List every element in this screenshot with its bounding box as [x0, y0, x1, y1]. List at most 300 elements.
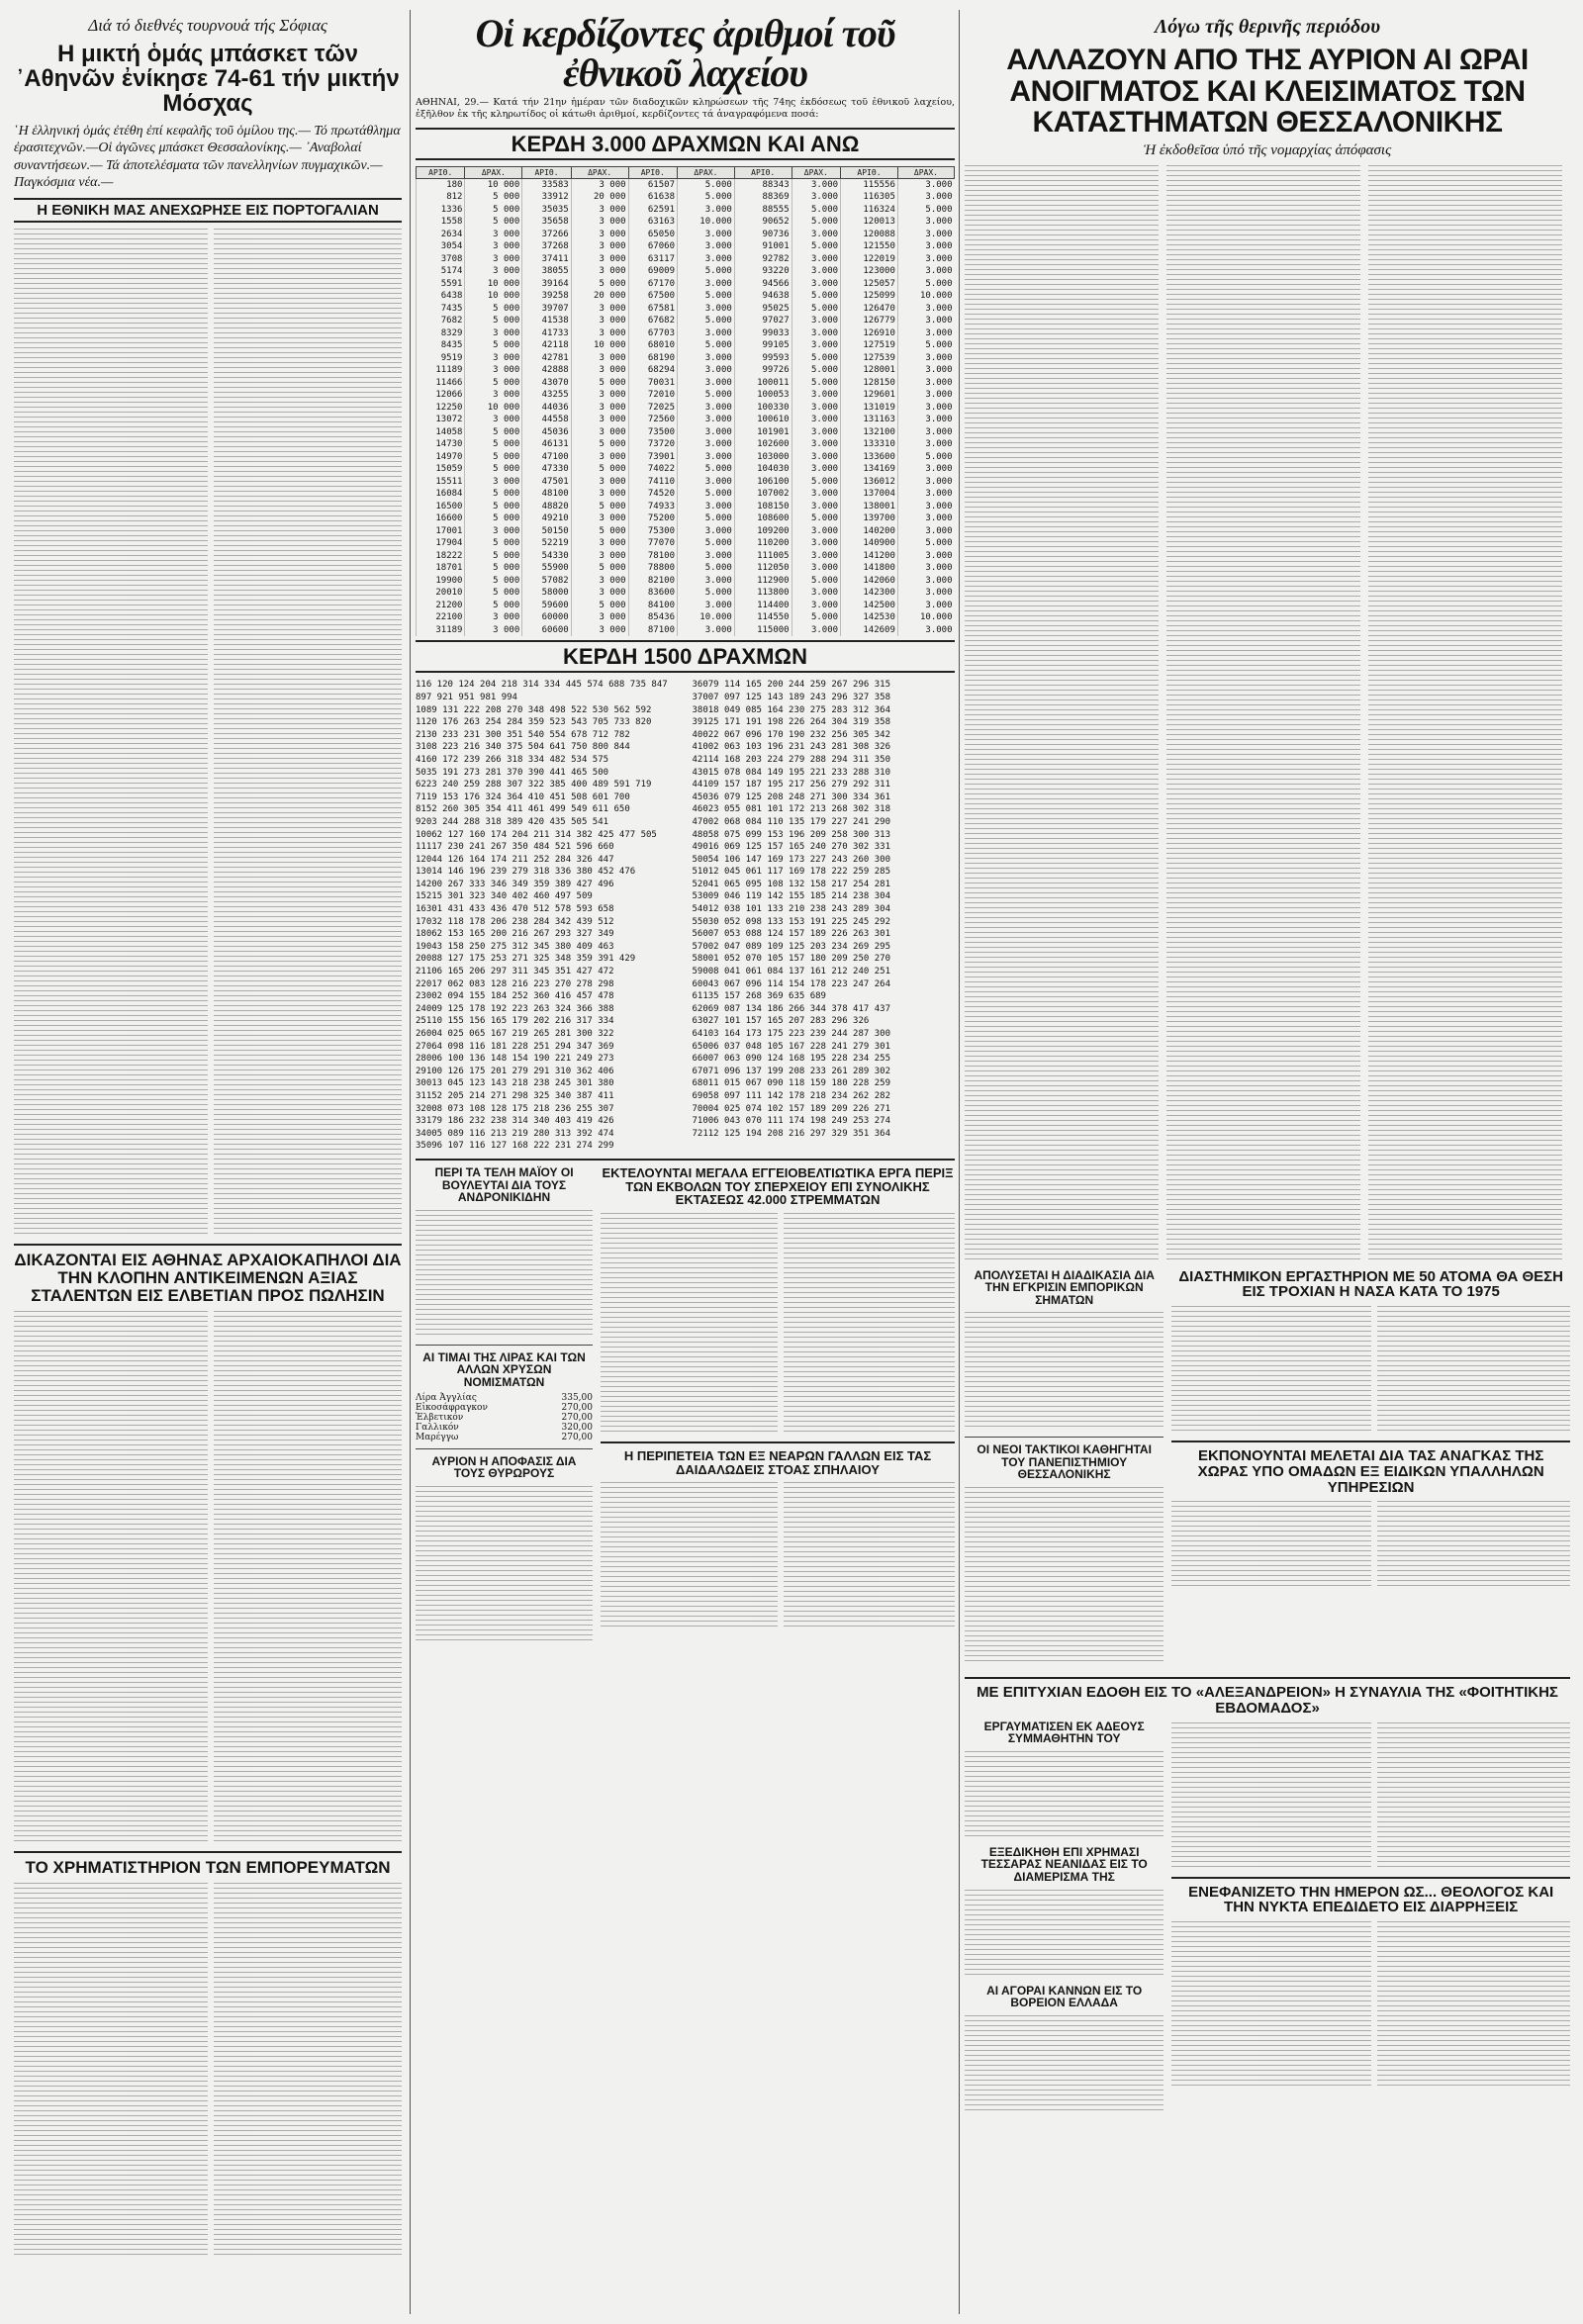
- lottery-cell: 3.000: [792, 587, 840, 600]
- lottery-row: [417, 278, 955, 291]
- lottery-row: [417, 339, 955, 352]
- lottery-cell: 10 000: [465, 290, 522, 303]
- lottery-cell: 16500: [417, 501, 465, 513]
- lottery-cell: 60000: [522, 611, 571, 624]
- lottery-cell: 47100: [522, 451, 571, 464]
- lottery-list-line: 53009 046 119 142 155 185 214 238 304: [692, 891, 890, 902]
- lottery-cell: 10.000: [897, 290, 954, 303]
- lottery-row: [417, 389, 955, 402]
- lottery-cell: 133600: [841, 451, 898, 464]
- lottery-list-line: 25110 155 156 165 179 202 216 317 334: [416, 1016, 614, 1027]
- lottery-cell: 3.000: [897, 512, 954, 525]
- spercheios-headline: ΕΚΤΕΛΟΥΝΤΑΙ ΜΕΓΑΛΑ ΕΓΓΕΙΟΒΕΛΤΙΩΤΙΚΑ ΕΡΓΑ ΠΕΡΙΞ ΤΩΝ ΕΚΒΟΛΩΝ ΤΟΥ ΣΠΕΡΧΕΙΟΥ ΕΠΙ ΣΥΝΟΛΙΚΗΣ ΕΚΤΑΣΕΩΣ 42.000 ΣΤΡΕΜΜΑΤΩΝ: [602, 1164, 954, 1208]
- lottery-cell: 9519: [417, 352, 465, 365]
- lottery-cell: 5 000: [465, 451, 522, 464]
- lottery-cell: 74933: [628, 501, 677, 513]
- lottery-cell: 95025: [734, 303, 792, 316]
- lottery-cell: 3.000: [897, 389, 954, 402]
- nasa-headline: ΔΙΑΣΤΗΜΙΚΟΝ ΕΡΓΑΣΤΗΡΙΟΝ ΜΕ 50 ΑΤΟΜΑ ΘΑ ΘΕΣΗ ΕΙΣ ΤΡΟΧΙΑΝ Η ΝΑΣΑ ΚΑΤΑ ΤΟ 1975: [1178, 1267, 1564, 1301]
- lottery-cell: 97027: [734, 315, 792, 327]
- lottery-cell: 17001: [417, 525, 465, 538]
- lottery-cell: 62591: [628, 204, 677, 217]
- lottery-list-line: 54012 038 101 133 210 238 243 289 304: [692, 904, 890, 915]
- lottery-col-header: ΔΡΑΧ.: [571, 166, 628, 178]
- lottery-cell: 3 000: [571, 587, 628, 600]
- lottery-cell: 12250: [417, 402, 465, 415]
- lottery-cell: 3.000: [897, 315, 954, 327]
- lottery-cell: 142530: [841, 611, 898, 624]
- lottery-cell: 94566: [734, 278, 792, 291]
- lottery-cell: 63117: [628, 253, 677, 266]
- lottery-cell: 3 000: [465, 265, 522, 278]
- lottery-list-line: 52041 065 095 108 132 158 217 254 281: [692, 879, 890, 889]
- lottery-list-line: 66007 063 090 124 168 195 228 234 255: [692, 1054, 890, 1065]
- gold-price-row: [416, 1413, 593, 1423]
- shop-hours-article-body: [965, 165, 1570, 1263]
- lottery-list-line: 11117 230 241 267 350 484 521 596 660: [416, 842, 614, 853]
- lottery-row: [417, 414, 955, 426]
- lottery-cell: 10.000: [677, 216, 734, 229]
- lottery-cell: 31189: [417, 624, 465, 637]
- lottery-cell: 3.000: [897, 426, 954, 439]
- lottery-cell: 3.000: [792, 339, 840, 352]
- lottery-cell: 88369: [734, 191, 792, 204]
- lottery-cell: 48100: [522, 488, 571, 501]
- lottery-cell: 8435: [417, 339, 465, 352]
- shop-hours-subhead: Ἡ ἐκδοθεῖσα ὑπό τῆς νομαρχίας ἀπόφασις: [1143, 141, 1392, 158]
- lottery-cell: 3.000: [677, 501, 734, 513]
- middle-column: [416, 11, 955, 1650]
- lottery-cell: 103000: [734, 451, 792, 464]
- lottery-cell: 21200: [417, 600, 465, 612]
- lottery-cell: 5 000: [571, 377, 628, 390]
- lottery-list-line: 60043 067 096 114 154 178 223 247 264: [692, 978, 890, 989]
- lottery-list-line: 65006 037 048 105 167 228 241 279 301: [692, 1041, 890, 1052]
- lottery-cell: 20 000: [571, 191, 628, 204]
- lottery-row: [417, 562, 955, 575]
- lottery-cell: 42888: [522, 364, 571, 377]
- lottery-cell: 33912: [522, 191, 571, 204]
- lottery-cell: 137004: [841, 488, 898, 501]
- lottery-cell: 5.000: [897, 339, 954, 352]
- lottery-cell: 125057: [841, 278, 898, 291]
- lottery-cell: 3.000: [677, 414, 734, 426]
- lottery-cell: 142500: [841, 600, 898, 612]
- lottery-cell: 57082: [522, 575, 571, 588]
- lottery-cell: 68010: [628, 339, 677, 352]
- lottery-cell: 3.000: [897, 240, 954, 253]
- lottery-cell: 111005: [734, 550, 792, 563]
- lottery-list-line: 33179 186 232 238 314 340 403 419 426: [416, 1116, 614, 1127]
- lottery-list-line: 41002 063 103 196 231 243 281 308 326: [692, 742, 890, 753]
- lottery-cell: 3.000: [677, 575, 734, 588]
- lottery-cell: 55900: [522, 562, 571, 575]
- cave-article-body: [601, 1482, 955, 1630]
- lottery-cell: 5.000: [792, 303, 840, 316]
- lottery-list-line: 40022 067 096 170 190 232 256 305 342: [692, 729, 890, 740]
- antiquities-article-body: [14, 1311, 402, 1845]
- lottery-cell: 3 000: [571, 512, 628, 525]
- lottery-cell: 3.000: [677, 229, 734, 241]
- lottery-cell: 93220: [734, 265, 792, 278]
- lottery-list-line: 68011 015 067 090 118 159 180 228 259: [692, 1078, 890, 1089]
- theologian-headline: ΕΝΕΦΑΝΙΖΕΤΟ ΤΗΝ ΗΜΕΡΟΝ ΩΣ... ΘΕΟΛΟΓΟΣ ΚΑΙ ΤΗΝ ΝΥΚΤΑ ΕΠΕΔΙΔΕΤΟ ΕΙΣ ΔΙΑΡΡΗΞΕΙΣ: [1188, 1883, 1554, 1916]
- lottery-cell: 100330: [734, 402, 792, 415]
- lottery-cell: 3 000: [571, 451, 628, 464]
- lottery-cell: 3 000: [571, 488, 628, 501]
- lottery-list-line: 9203 244 288 318 389 420 435 505 541: [416, 816, 609, 827]
- lottery-list-line: 49016 069 125 157 165 240 270 302 331: [692, 842, 890, 853]
- lottery-cell: 3.000: [897, 253, 954, 266]
- lottery-cell: 16084: [417, 488, 465, 501]
- lottery-row: [417, 550, 955, 563]
- lottery-cell: 141200: [841, 550, 898, 563]
- lottery-list-line: 34005 089 116 213 219 280 313 392 474: [416, 1128, 614, 1139]
- lottery-cell: 94638: [734, 290, 792, 303]
- lottery-cell: 5.000: [677, 488, 734, 501]
- lottery-cell: 3 000: [571, 216, 628, 229]
- lottery-cell: 108600: [734, 512, 792, 525]
- lottery-cell: 5 000: [465, 562, 522, 575]
- lottery-list-line: 69058 097 111 142 178 218 234 262 282: [692, 1090, 890, 1101]
- lottery-cell: 99105: [734, 339, 792, 352]
- lottery-cell: 52219: [522, 537, 571, 550]
- coin-price: 270,00: [561, 1432, 593, 1442]
- lottery-cell: 18222: [417, 550, 465, 563]
- lottery-cell: 5 000: [571, 501, 628, 513]
- lottery-cell: 3 000: [571, 327, 628, 340]
- lottery-col-header: ΑΡΙΘ.: [841, 166, 898, 178]
- lottery-cell: 3.000: [897, 600, 954, 612]
- lottery-cell: 133310: [841, 438, 898, 451]
- lottery-cell: 3.000: [792, 414, 840, 426]
- lottery-cell: 78800: [628, 562, 677, 575]
- lottery-list-line: 8152 260 305 354 411 461 499 549 611 650: [416, 804, 630, 815]
- lottery-cell: 3.000: [677, 278, 734, 291]
- lottery-cell: 3.000: [897, 191, 954, 204]
- lottery-cell: 100011: [734, 377, 792, 390]
- lottery-cell: 75300: [628, 525, 677, 538]
- lottery-cell: 5 000: [571, 562, 628, 575]
- hours-kicker: Λόγω τῆς θερινῆς περιόδου: [1154, 16, 1381, 38]
- lottery-cell: 46131: [522, 438, 571, 451]
- lottery-row: [417, 402, 955, 415]
- lottery-cell: 84100: [628, 600, 677, 612]
- lottery-cell: 5.000: [677, 290, 734, 303]
- lottery-cell: 41538: [522, 315, 571, 327]
- lottery-list-line: 61135 157 268 369 635 689: [692, 991, 826, 1002]
- lottery-cell: 78100: [628, 550, 677, 563]
- lottery-list-line: 50054 106 147 169 173 227 243 260 300: [692, 854, 890, 865]
- lottery-cell: 139700: [841, 512, 898, 525]
- lottery-cell: 5 000: [571, 600, 628, 612]
- lottery-col-header: ΑΡΙΘ.: [734, 166, 792, 178]
- lottery-cell: 3 000: [571, 265, 628, 278]
- lottery-col-header: ΔΡΑΧ.: [897, 166, 954, 178]
- lottery-row: [417, 476, 955, 489]
- lottery-cell: 123000: [841, 265, 898, 278]
- gold-prices-headline: ΑΙ ΤΙΜΑΙ ΤΗΣ ΛΙΡΑΣ ΚΑΙ ΤΩΝ ΑΛΛΩΝ ΧΡΥΣΩΝ ΝΟΜΙΣΜΑΤΩΝ: [422, 1349, 586, 1389]
- lottery-cell: 22100: [417, 611, 465, 624]
- lottery-cell: 3.000: [897, 501, 954, 513]
- lottery-cell: 58000: [522, 587, 571, 600]
- lottery-cell: 74022: [628, 463, 677, 476]
- lottery-list-line: 42114 168 203 224 279 288 294 311 350: [692, 754, 890, 765]
- lottery-cell: 99593: [734, 352, 792, 365]
- lottery-row: [417, 265, 955, 278]
- trademarks-headline: ΑΠΟΛΥΣΕΤΑΙ Η ΔΙΑΔΙΚΑΣΙΑ ΔΙΑ ΤΗΝ ΕΓΚΡΙΣΙΝ ΕΜΠΟΡΙΚΩΝ ΣΗΜΑΤΩΝ: [974, 1267, 1155, 1307]
- lottery-cell: 3.000: [897, 364, 954, 377]
- lottery-cell: 5.000: [677, 265, 734, 278]
- lottery-row: [417, 587, 955, 600]
- doormen-article-body: [416, 1486, 593, 1644]
- lottery-cell: 12066: [417, 389, 465, 402]
- coin-price: 320,00: [561, 1422, 593, 1433]
- lottery-cell: 63163: [628, 216, 677, 229]
- lottery-cell: 3.000: [897, 303, 954, 316]
- lottery-row: [417, 463, 955, 476]
- lottery-cell: 37411: [522, 253, 571, 266]
- lottery-list-line: 44109 157 187 195 217 256 279 292 311: [692, 780, 890, 790]
- cave-headline: Η ΠΕΡΙΠΕΤΕΙΑ ΤΩΝ ΕΞ ΝΕΑΡΩΝ ΓΑΛΛΩΝ ΕΙΣ ΤΑΣ ΔΑΙΔΑΛΩΔΕΙΣ ΣΤΟΑΣ ΣΠΗΛΑΙΟΥ: [623, 1447, 932, 1477]
- gold-price-row: [416, 1433, 593, 1442]
- lottery-cell: 3.000: [792, 562, 840, 575]
- lottery-row: [417, 575, 955, 588]
- lottery-cell: 3 000: [571, 624, 628, 637]
- lottery-cell: 3.000: [792, 389, 840, 402]
- lottery-cell: 10.000: [677, 611, 734, 624]
- lottery-cell: 5.000: [677, 562, 734, 575]
- lottery-table-title: ΚΕΡΔΗ 3.000 ΔΡΑΧΜΩΝ ΚΑΙ ΑΝΩ: [511, 131, 860, 156]
- lottery-cell: 114400: [734, 600, 792, 612]
- lottery-cell: 5.000: [897, 537, 954, 550]
- lottery-cell: 3 000: [571, 178, 628, 191]
- lottery-cell: 3.000: [897, 229, 954, 241]
- lottery-list-line: 12044 126 164 174 211 252 284 326 447: [416, 854, 614, 865]
- lottery-list-line: 24009 125 178 192 223 263 324 366 388: [416, 1003, 614, 1014]
- lottery-row: [417, 290, 955, 303]
- lottery-cell: 5.000: [792, 512, 840, 525]
- commodities-headline: ΤΟ ΧΡΗΜΑΤΙΣΤΗΡΙΟΝ ΤΩΝ ΕΜΠΟΡΕΥΜΑΤΩΝ: [25, 1857, 391, 1877]
- lottery-cell: 73500: [628, 426, 677, 439]
- lottery-cell: 16600: [417, 512, 465, 525]
- lottery-cell: 3.000: [897, 562, 954, 575]
- lottery-cell: 3 000: [465, 352, 522, 365]
- lottery-cell: 132100: [841, 426, 898, 439]
- lottery-cell: 5 000: [571, 438, 628, 451]
- lottery-list-line: 31152 205 214 271 298 325 340 387 411: [416, 1090, 614, 1101]
- lottery-cell: 73901: [628, 451, 677, 464]
- lottery-cell: 5 000: [465, 600, 522, 612]
- lottery-cell: 3.000: [897, 476, 954, 489]
- lottery-cell: 92782: [734, 253, 792, 266]
- lottery-cell: 3.000: [677, 600, 734, 612]
- lottery-cell: 112050: [734, 562, 792, 575]
- coin-name: Ἐλβετικόν: [416, 1412, 464, 1423]
- lottery-list-line: 32008 073 108 128 175 218 236 255 307: [416, 1103, 614, 1114]
- lottery-cell: 3.000: [677, 204, 734, 217]
- lottery-cell: 11466: [417, 377, 465, 390]
- lottery-cell: 41733: [522, 327, 571, 340]
- lottery-cell: 5.000: [792, 216, 840, 229]
- lottery-cell: 3 000: [465, 253, 522, 266]
- lottery-list-line: 72112 125 194 208 216 297 329 351 364: [692, 1128, 890, 1139]
- lottery-cell: 47501: [522, 476, 571, 489]
- lottery-cell: 3.000: [897, 624, 954, 637]
- lottery-row: [417, 253, 955, 266]
- lottery-cell: 128150: [841, 377, 898, 390]
- lottery-cell: 69009: [628, 265, 677, 278]
- column-rule: [959, 10, 960, 2314]
- lottery-cell: 5 000: [465, 587, 522, 600]
- lottery-cell: 3.000: [792, 178, 840, 191]
- lottery-cell: 17904: [417, 537, 465, 550]
- lottery-cell: 3.000: [792, 402, 840, 415]
- lottery-list-line: 897 921 951 981 994: [416, 692, 517, 702]
- lottery-cell: 5.000: [792, 364, 840, 377]
- lottery-cell: 88555: [734, 204, 792, 217]
- lottery-cell: 5.000: [792, 575, 840, 588]
- lottery-list-line: 26004 025 065 167 219 265 281 300 322: [416, 1029, 614, 1039]
- lottery-cell: 3.000: [792, 229, 840, 241]
- injury-headline: ΕΡΓΑΥΜΑΤΙΣΕΝ ΕΚ ΑΔΕΟΥΣ ΣΥΜΜΑΘΗΤΗΝ ΤΟΥ: [983, 1719, 1145, 1746]
- lottery-cell: 5 000: [465, 512, 522, 525]
- lottery-cell: 5.000: [897, 451, 954, 464]
- lottery-cell: 73720: [628, 438, 677, 451]
- lottery-cell: 3 000: [571, 402, 628, 415]
- lottery-cell: 3.000: [677, 476, 734, 489]
- lottery-cell: 131019: [841, 402, 898, 415]
- lottery-cell: 3 000: [571, 476, 628, 489]
- lottery-cell: 3.000: [792, 624, 840, 637]
- lottery-cell: 3.000: [792, 426, 840, 439]
- lottery-cell: 3.000: [792, 537, 840, 550]
- lottery-cell: 3708: [417, 253, 465, 266]
- lottery-cell: 3.000: [897, 438, 954, 451]
- lottery-col-header: ΑΡΙΘ.: [522, 166, 571, 178]
- lottery-cell: 5.000: [677, 512, 734, 525]
- lottery-row: [417, 377, 955, 390]
- lottery-cell: 3054: [417, 240, 465, 253]
- professors-article-body: [965, 1487, 1164, 1665]
- lottery-cell: 3 000: [571, 253, 628, 266]
- lottery-cell: 14970: [417, 451, 465, 464]
- lottery-cell: 70031: [628, 377, 677, 390]
- lottery-cell: 39707: [522, 303, 571, 316]
- lottery-cell: 5 000: [465, 537, 522, 550]
- lottery-cell: 128001: [841, 364, 898, 377]
- lottery-cell: 5 000: [465, 204, 522, 217]
- lottery-cell: 3 000: [571, 426, 628, 439]
- lottery-cell: 812: [417, 191, 465, 204]
- basketball-dek: ῾Η ἑλληνική ὁμάς ἐτέθη ἐπί κεφαλῆς τοῦ ὁμίλου της.— Τό πρωτάθλημα ἐρασιτεχνῶν.—Οἱ ἀγῶνες μπάσκετ Θεσσαλονίκης.— ᾽Αναβολαί συναντήσεων.— Τά ἀποτελέσματα τῶν πανελληνίων πυγμαχικῶν.— Παγκόσμια νέα.—: [14, 123, 401, 191]
- lottery-row: [417, 525, 955, 538]
- lottery-cell: 3 000: [571, 389, 628, 402]
- lottery-cell: 48820: [522, 501, 571, 513]
- lottery-cell: 127519: [841, 339, 898, 352]
- lottery-cell: 3.000: [897, 377, 954, 390]
- lottery-cell: 108150: [734, 501, 792, 513]
- commodities-article-body: [14, 1883, 402, 2259]
- lottery-table: [416, 166, 955, 637]
- lottery-cell: 5 000: [571, 278, 628, 291]
- lottery-cell: 60600: [522, 624, 571, 637]
- lottery-cell: 15059: [417, 463, 465, 476]
- lottery-cell: 5 000: [465, 488, 522, 501]
- lottery-cell: 99033: [734, 327, 792, 340]
- coin-name: Εἰκοσάφραγκον: [416, 1402, 488, 1413]
- lottery-row: [417, 438, 955, 451]
- lottery-cell: 3.000: [792, 253, 840, 266]
- coin-name: Μαρέγγω: [416, 1432, 459, 1442]
- lottery-cell: 3.000: [677, 624, 734, 637]
- national-team-head: Η ΕΘΝΙΚΗ ΜΑΣ ΑΝΕΧΩΡΗΣΕ ΕΙΣ ΠΟΡΤΟΓΑΛΙΑΝ: [37, 201, 379, 219]
- lottery-cell: 5.000: [677, 178, 734, 191]
- lottery-row: [417, 488, 955, 501]
- lottery-row: [417, 451, 955, 464]
- lottery-cell: 3.000: [897, 327, 954, 340]
- lottery-cell: 83600: [628, 587, 677, 600]
- lottery-cell: 116305: [841, 191, 898, 204]
- lottery-list-line: 1120 176 263 254 284 359 523 543 705 733 820: [416, 717, 652, 728]
- lottery-cell: 3.000: [792, 315, 840, 327]
- lottery-list-line: 38018 049 085 164 230 275 283 312 364: [692, 704, 890, 715]
- lottery-cell: 3 000: [571, 229, 628, 241]
- lottery-row: [417, 426, 955, 439]
- lottery-cell: 44036: [522, 402, 571, 415]
- lottery-cell: 3.000: [897, 575, 954, 588]
- lottery-cell: 68294: [628, 364, 677, 377]
- lottery-list-line: 39125 171 191 198 226 264 304 319 358: [692, 717, 890, 728]
- lottery-cell: 131163: [841, 414, 898, 426]
- lottery-cell: 54330: [522, 550, 571, 563]
- lottery-cell: 5.000: [792, 204, 840, 217]
- lottery-cell: 3.000: [792, 463, 840, 476]
- lottery-cell: 3 000: [571, 550, 628, 563]
- lottery-cell: 5.000: [677, 389, 734, 402]
- lottery-cell: 39258: [522, 290, 571, 303]
- lottery-cell: 107002: [734, 488, 792, 501]
- lottery-list-line: 18062 153 165 200 216 267 293 327 349: [416, 929, 614, 940]
- lottery-row: [417, 600, 955, 612]
- lottery-cell: 101901: [734, 426, 792, 439]
- lottery-cell: 142060: [841, 575, 898, 588]
- lottery-cell: 136012: [841, 476, 898, 489]
- lottery-list-line: 37007 097 125 143 189 243 296 327 358: [692, 692, 890, 702]
- lottery-list-line: 62069 087 134 186 266 344 378 417 437: [692, 1003, 890, 1014]
- lottery-cell: 115556: [841, 178, 898, 191]
- lottery-cell: 3 000: [571, 611, 628, 624]
- lottery-cell: 74110: [628, 476, 677, 489]
- lottery-cell: 6438: [417, 290, 465, 303]
- lottery-cell: 13072: [417, 414, 465, 426]
- lottery-cell: 67703: [628, 327, 677, 340]
- sports-kicker: Διά τό διεθνές τουρνουά τής Σόφιας: [88, 16, 327, 35]
- lottery-cell: 3 000: [571, 352, 628, 365]
- coin-price: 270,00: [561, 1402, 593, 1413]
- lottery-cell: 140900: [841, 537, 898, 550]
- concert-article-body: [1171, 1722, 1570, 1871]
- hemp-article-body: [965, 2015, 1164, 2114]
- lottery-cell: 91001: [734, 240, 792, 253]
- lottery-cell: 43255: [522, 389, 571, 402]
- lottery-cell: 44558: [522, 414, 571, 426]
- lottery-cell: 3 000: [571, 414, 628, 426]
- lottery-list-line: 51012 045 061 117 169 178 222 259 285: [692, 867, 890, 878]
- lottery-cell: 140200: [841, 525, 898, 538]
- lottery-list-line: 20088 127 175 253 271 325 348 359 391 429: [416, 954, 636, 965]
- lottery-cell: 5.000: [677, 463, 734, 476]
